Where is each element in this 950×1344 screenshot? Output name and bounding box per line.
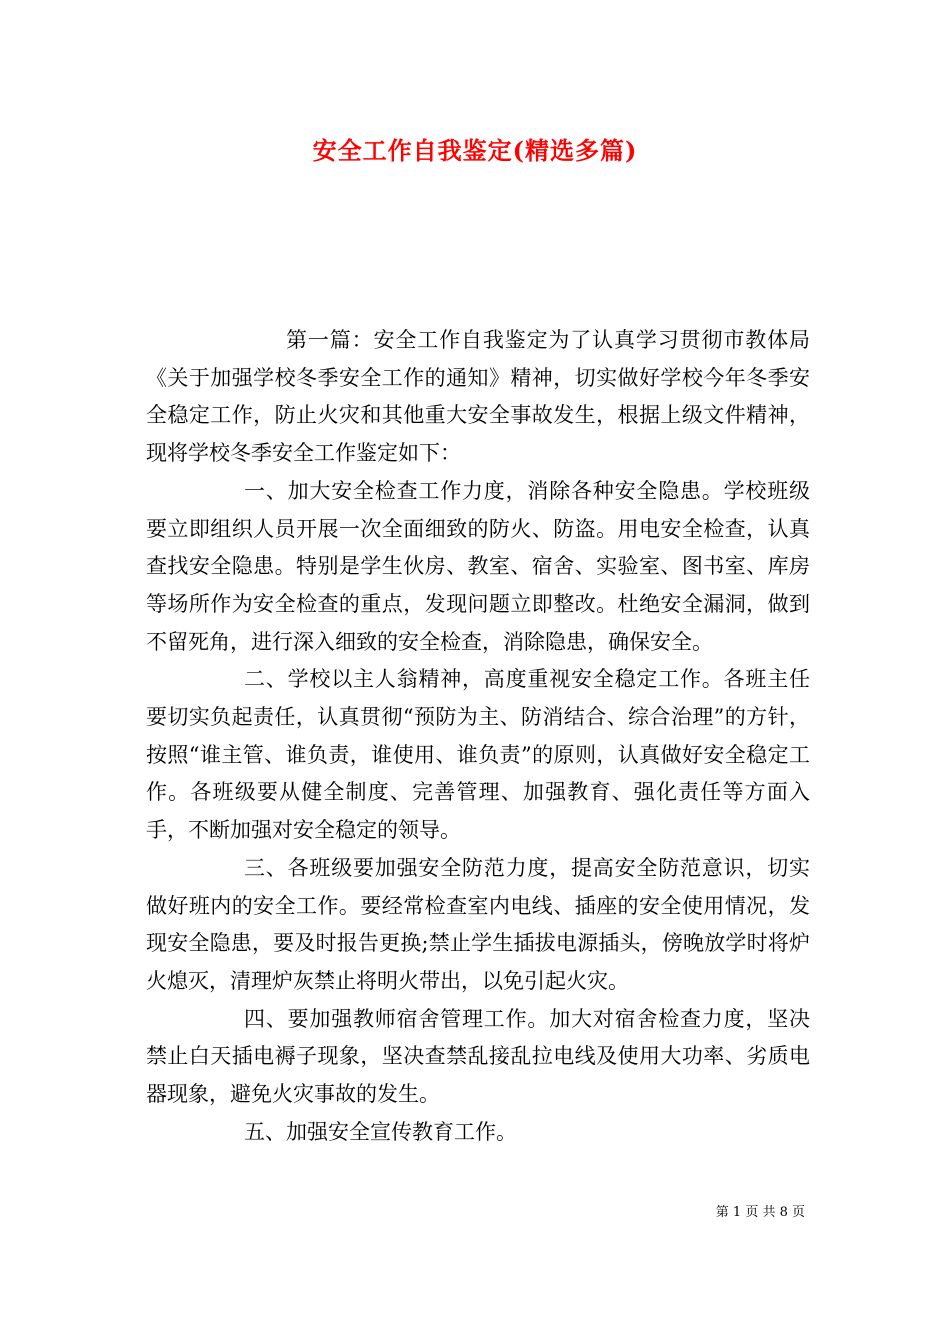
document-body xyxy=(146,322,810,1151)
document-title: 安全工作自我鉴定(精选多篇) xyxy=(312,136,638,165)
paragraph-section-3: 三、各班级要加强安全防范力度，提高安全防范意识，切实做好班内的安全工作。要经常检查室内电线、插座的安全使用情况，发现安全隐患，要及时报告更换;禁止学生插拔电源插头，傍晚放学时将炉火熄灭，清理炉灰禁止将明火带出，以免引起火灾。 xyxy=(146,855,810,993)
paragraph-section-2: 二、学校以主人翁精神，高度重视安全稳定工作。各班主任要切实负起责任，认真贯彻“预防为主、防消结合、综合治理”的方针，按照“谁主管、谁负责，谁使用、谁负责”的原则，认真做好安全稳定工作。各班级要从健全制度、完善管理、加强教育、强化责任等方面入手，不断加强对安全稳定的领导。 xyxy=(146,667,810,843)
paragraph-section-5: 五、加强安全宣传教育工作。 xyxy=(244,1119,517,1144)
paragraph-section-1: 一、加大安全检查工作力度，消除各种安全隐患。学校班级要立即组织人员开展一次全面细致的防火、防盗。用电安全检查，认真查找安全隐患。特别是学生伙房、教室、宿舍、实验室、图书室、库房等场所作为安全检查的重点，发现问题立即整改。杜绝安全漏洞，做到不留死角，进行深入细致的安全检查，消除隐患，确保安全。 xyxy=(146,478,810,654)
paragraph-section-4: 四、要加强教师宿舍管理工作。加大对宿舍检查力度，坚决禁止白天插电褥子现象，坚决查禁乱接乱拉电线及使用大功率、劣质电器现象，避免火灾事故的发生。 xyxy=(146,1006,810,1107)
page-number-footer: 第 1 页 共 8 页 xyxy=(715,1205,805,1220)
paragraph-intro: 第一篇：安全工作自我鉴定为了认真学习贯彻市教体局《关于加强学校冬季安全工作的通知》精神，切实做好学校今年冬季安全稳定工作，防止火灾和其他重大安全事故发生，根据上级文件精神，现将学校冬季安全工作鉴定如下： xyxy=(146,328,810,466)
